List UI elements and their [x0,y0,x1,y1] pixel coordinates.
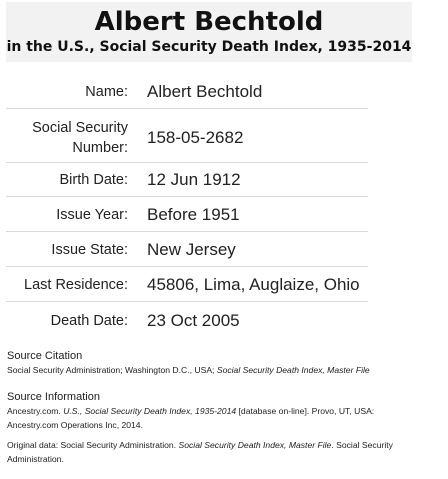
source-citation-text [7,363,443,377]
last-residence-label: Last Residence: [24,277,128,293]
citation-plain-text: Social Security Administration; Washington D.C., USA; [7,365,217,375]
issue-year-label: Issue Year: [56,207,128,223]
name-value: Albert Bechtold [147,82,263,101]
source-citation [7,349,443,377]
original-data-line2: Administration. [7,454,64,464]
birth-date-value: 12 Jun 1912 [147,170,241,189]
info-italic-text: U.S., Social Security Death Index, 1935-2014 [63,406,237,416]
ssn-label-line2: Number: [72,140,128,156]
last-residence-value: 45806, Lima, Auglaize, Ohio [147,275,360,294]
source-information-heading: Source Information [7,391,100,403]
info-plain-text: Ancestry.com. [7,406,64,416]
death-date-label: Death Date: [50,313,128,329]
orig-plain-text: Original data: Social Security Administration. [7,440,179,450]
source-citation-heading: Source Citation [7,350,83,362]
ssn-label-line1: Social Security [32,120,128,136]
row-separator [6,266,368,267]
death-date-value: 23 Oct 2005 [147,311,240,330]
row-separator [6,108,368,109]
record-header [6,2,412,62]
row-separator [6,301,368,302]
birth-date-label: Birth Date: [59,172,128,188]
name-label: Name: [85,84,128,100]
orig-italic-text: Social Security Death Index, Master File [178,440,332,450]
source-information-line2: Ancestry.com Operations Inc, 2014. [7,420,143,430]
person-name-title: Albert Bechtold [94,7,324,37]
issue-state-value: New Jersey [147,240,236,259]
info-plain-text: [database on-line]. Provo, UT, USA: [236,406,375,416]
citation-italic-text: Social Security Death Index, Master File [216,365,370,375]
ssn-value: 158-05-2682 [147,128,244,147]
original-data-text [7,438,443,452]
issue-state-label: Issue State: [51,242,128,258]
issue-year-value: Before 1951 [147,205,240,224]
collection-subtitle: in the U.S., Social Security Death Index, 1935-2014 [6,39,412,55]
row-separator [6,196,368,197]
source-information [7,390,443,466]
row-separator [6,231,368,232]
source-information-text [7,404,443,418]
orig-plain-text: . Social Security [331,440,393,450]
row-separator [6,162,368,163]
